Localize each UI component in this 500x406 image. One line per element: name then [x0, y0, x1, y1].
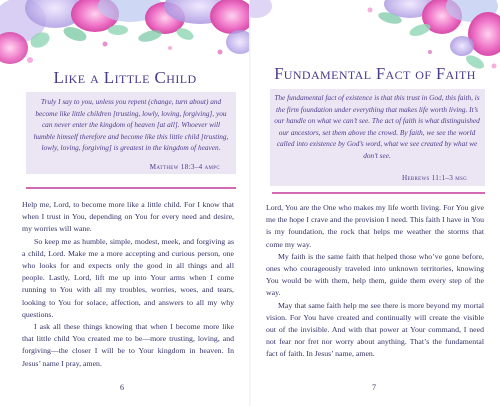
page-title: Fundamental Fact of Faith — [274, 64, 476, 83]
scripture-reference: Matthew 18:3–4 ampc — [149, 163, 220, 171]
prayer-text — [22, 199, 234, 370]
paragraph: May that same faith help me see there is more beyond my mortal vision. For You have created and continually will create the visible out of the invisible. And with that power at Your command, I need not fear nor fret nor worry about anything. That’s the fundamental fact of faith. In Jesus’ name, amen. — [266, 300, 484, 359]
paragraph: So keep me as humble, simple, modest, meek, and forgiving as a child, Lord. Make me a more accepting and curious person, one who looks for and expects only the good in all things and all people. Lastly, Lord, lift me up into Your arms when I come running to You with all my troubles, worries, woes, and tears, looking to You for solace, affection, and answers to all my why questions. — [22, 236, 234, 319]
page-number: 7 — [372, 383, 376, 392]
page-title: Like a Little Child — [53, 68, 197, 87]
divider-rule — [26, 187, 236, 189]
scripture-quote: Truly I say to you, unless you repent (change, turn about) and become like little children [trusting, lowly, loving, forgiving], you can never enter the kingdom of heaven [at all]. Whoever will humble himself therefore and become like this little child [trusting, lowly, loving, forgiving] is greatest in the kingdom of heaven. — [33, 97, 229, 153]
scripture-reference: Hebrews 11:1–3 msg — [402, 174, 467, 182]
right-page — [250, 0, 500, 406]
divider-rule — [272, 192, 485, 194]
page-number: 6 — [120, 383, 124, 392]
paragraph: Help me, Lord, to become more like a little child. For I know that when I trust in You, depending on You for every need and desire, my worries will wane. — [22, 200, 234, 234]
scripture-quote: The fundamental fact of existence is that this trust in God, this faith, is the firm foundation under everything that makes life worth living. It’s our handle on what we can’t see. The act of faith is what distinguished our ancestors, set them above the crowd. By faith, we see the world called into existence by God’s word, what we see created by what we don’t see. — [274, 93, 480, 160]
paragraph: I ask all these things knowing that when I become more like that little child You created me to be—more trusting, loving, and forgiving—the closer I will be to Your kingdom in heaven. In Jesus’ name I pray, amen. — [22, 322, 234, 368]
prayer-text — [266, 202, 484, 361]
paragraph: Lord, You are the One who makes my life worth living. For You give me the hope I crave and the provision I need. This faith I have in You is my foundation, the rock that helps me weather the storms that come my way. — [266, 203, 484, 249]
paragraph: My faith is the same faith that helped those who’ve gone before, ones who courageously traveled into unknown territories, knowing You would be with them, help them, guide them every step of the way. — [266, 251, 484, 298]
